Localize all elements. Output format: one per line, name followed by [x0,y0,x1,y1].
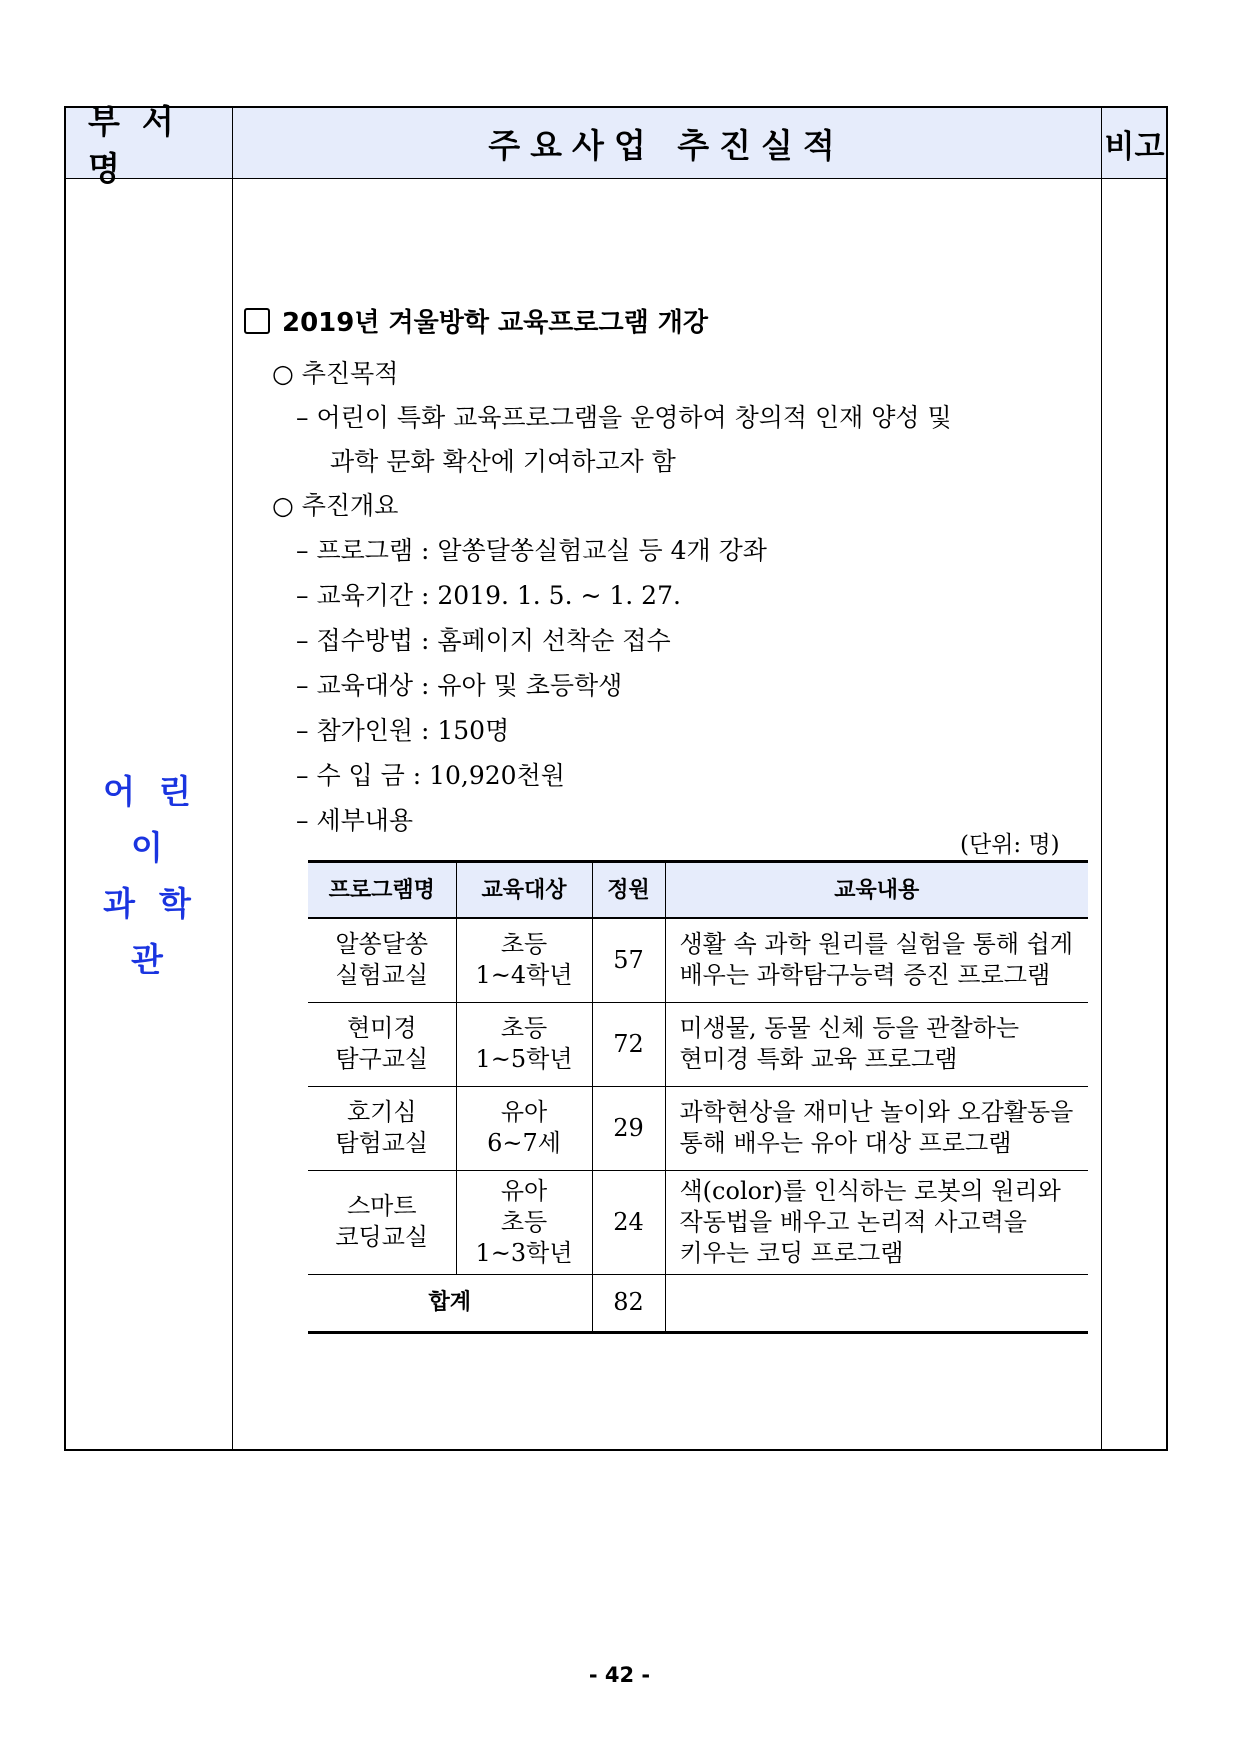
program-content: 생활 속 과학 원리를 실험을 통해 쉽게 배우는 과학탐구능력 증진 프로그램 [665,918,1088,1002]
main-header: 주요사업 추진실적 [488,125,845,165]
column-divider [1101,108,1102,1449]
overview-item: – 접수방법 : 홈페이지 선착순 접수 [296,626,671,655]
program-name: 호기심 탐험교실 [308,1086,456,1170]
program-target: 유아 초등 1~3학년 [456,1170,592,1274]
section-title-text: 2019년 겨울방학 교육프로그램 개강 [282,308,709,338]
program-content: 과학현상을 재미난 놀이와 오감활동을 통해 배우는 유아 대상 프로그램 [665,1086,1088,1170]
col-header-capacity: 정원 [592,862,665,919]
total-empty [665,1274,1088,1332]
page-number: - 42 - [588,1663,651,1687]
overview-item: – 수 입 금 : 10,920천원 [296,761,565,790]
overview-heading: ○ 추진개요 [272,491,399,520]
program-capacity: 24 [592,1170,665,1274]
overview-item: – 세부내용 [296,806,414,835]
column-divider [232,108,233,1449]
program-target: 유아 6~7세 [456,1086,592,1170]
dept-header: 부서명 [88,102,196,188]
program-capacity: 72 [592,1002,665,1086]
program-capacity: 57 [592,918,665,1002]
table-row [308,1002,1088,1086]
overview-item: – 프로그램 : 알쏭달쏭실험교실 등 4개 강좌 [296,536,767,565]
section-title [244,302,708,339]
unit-label: (단위: 명) [960,832,1060,858]
program-name: 스마트 코딩교실 [308,1170,456,1274]
program-table [308,860,1088,1334]
total-value: 82 [592,1274,665,1332]
overview-item: – 참가인원 : 150명 [296,716,510,745]
program-target: 초등 1~5학년 [456,1002,592,1086]
checkbox-square-icon [244,308,270,334]
purpose-line: 과학 문화 확산에 기여하고자 함 [330,447,676,476]
total-row [308,1274,1088,1332]
department-line: 과학관 [103,884,215,979]
program-content: 미생물, 동물 신체 등을 관찰하는 현미경 특화 교육 프로그램 [665,1002,1088,1086]
overview-item: – 교육기간 : 2019. 1. 5. ~ 1. 27. [296,581,681,610]
purpose-heading: ○ 추진목적 [272,359,399,388]
total-label: 합계 [308,1274,592,1332]
col-header-target: 교육대상 [456,862,592,919]
program-content: 색(color)를 인식하는 로봇의 원리와 작동법을 배우고 논리적 사고력을 키우는 코딩 프로그램 [665,1170,1088,1274]
table-header-row [308,862,1088,919]
program-name: 현미경 탐구교실 [308,1002,456,1086]
table-row [308,1170,1088,1274]
program-target: 초등 1~4학년 [456,918,592,1002]
program-capacity: 29 [592,1086,665,1170]
department-name [66,764,232,988]
program-name: 알쏭달쏭 실험교실 [308,918,456,1002]
department-line: 어린이 [103,772,215,867]
note-header: 비고 [1104,128,1165,165]
purpose-line: – 어린이 특화 교육프로그램을 운영하여 창의적 인재 양성 및 [296,403,952,432]
table-row [308,1086,1088,1170]
col-header-content: 교육내용 [665,862,1088,919]
col-header-program: 프로그램명 [308,862,456,919]
overview-item: – 교육대상 : 유아 및 초등학생 [296,671,623,700]
table-row [308,918,1088,1002]
